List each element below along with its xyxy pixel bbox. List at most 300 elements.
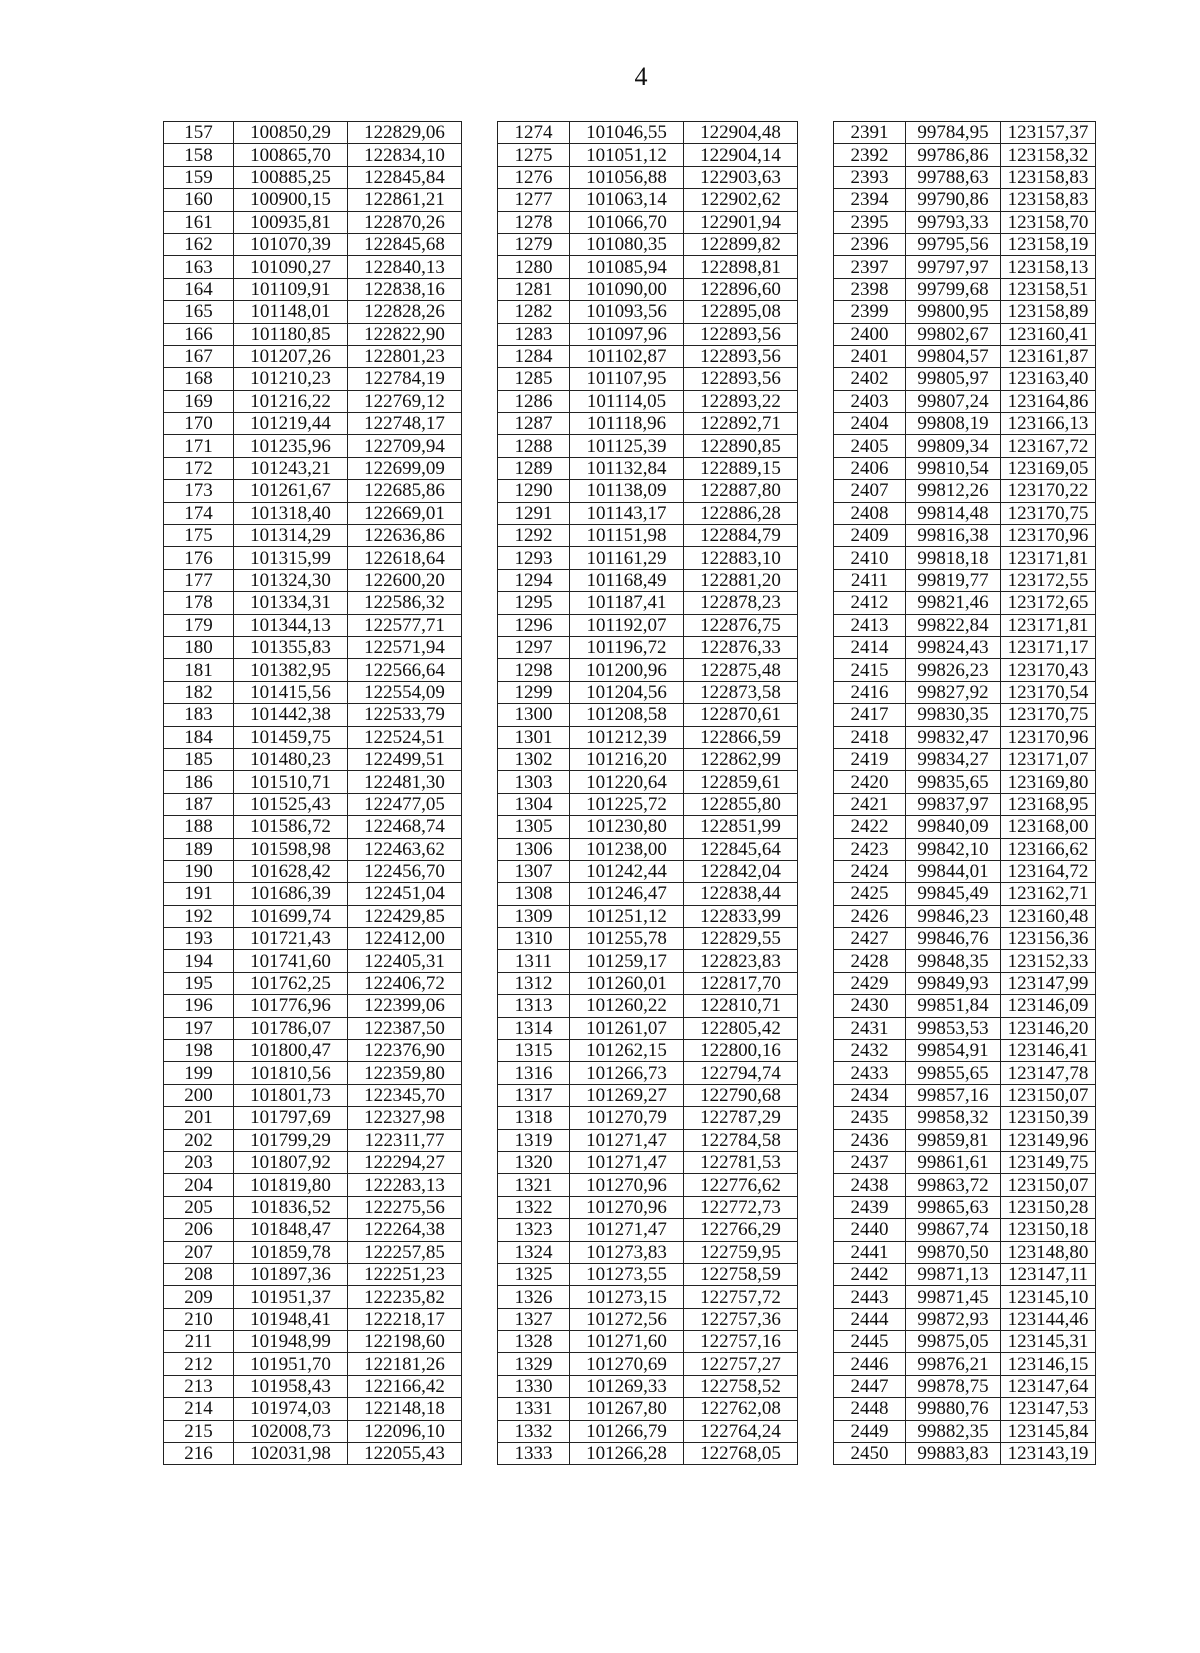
x-coordinate-cell: 101800,47: [234, 1040, 348, 1062]
x-coordinate-cell: 101334,31: [234, 592, 348, 614]
y-coordinate-cell: 122429,85: [348, 905, 462, 927]
table-row: [164, 928, 1096, 950]
x-coordinate-cell: 101801,73: [234, 1084, 348, 1106]
point-number-cell: 1310: [498, 928, 570, 950]
x-coordinate-cell: 100935,81: [234, 211, 348, 233]
x-coordinate-cell: 101051,12: [570, 144, 684, 166]
table-row: [164, 659, 1096, 681]
point-number-cell: 190: [164, 860, 234, 882]
y-coordinate-cell: 122822,90: [348, 323, 462, 345]
point-number-cell: 157: [164, 122, 234, 144]
column-gap: [798, 233, 834, 255]
x-coordinate-cell: 99799,68: [906, 278, 1001, 300]
x-coordinate-cell: 99834,27: [906, 748, 1001, 770]
point-number-cell: 2435: [834, 1107, 906, 1129]
x-coordinate-cell: 101132,84: [570, 457, 684, 479]
y-coordinate-cell: 123171,81: [1001, 614, 1096, 636]
table-row: [164, 189, 1096, 211]
x-coordinate-cell: 99867,74: [906, 1219, 1001, 1241]
point-number-cell: 1322: [498, 1196, 570, 1218]
column-gap: [462, 1263, 498, 1285]
column-gap: [798, 838, 834, 860]
point-number-cell: 2421: [834, 793, 906, 815]
x-coordinate-cell: 101270,79: [570, 1107, 684, 1129]
point-number-cell: 160: [164, 189, 234, 211]
point-number-cell: 1299: [498, 681, 570, 703]
y-coordinate-cell: 122876,33: [684, 636, 798, 658]
column-gap: [798, 1443, 834, 1465]
point-number-cell: 1298: [498, 659, 570, 681]
point-number-cell: 2411: [834, 569, 906, 591]
x-coordinate-cell: 101261,67: [234, 480, 348, 502]
column-gap: [798, 1398, 834, 1420]
x-coordinate-cell: 101848,47: [234, 1219, 348, 1241]
y-coordinate-cell: 123160,48: [1001, 905, 1096, 927]
column-gap: [798, 256, 834, 278]
y-coordinate-cell: 123161,87: [1001, 345, 1096, 367]
column-gap: [462, 1420, 498, 1442]
y-coordinate-cell: 122218,17: [348, 1308, 462, 1330]
y-coordinate-cell: 123166,13: [1001, 413, 1096, 435]
point-number-cell: 2422: [834, 816, 906, 838]
table-row: [164, 838, 1096, 860]
y-coordinate-cell: 122784,19: [348, 368, 462, 390]
x-coordinate-cell: 99808,19: [906, 413, 1001, 435]
y-coordinate-cell: 122838,16: [348, 278, 462, 300]
column-gap: [462, 748, 498, 770]
point-number-cell: 162: [164, 233, 234, 255]
x-coordinate-cell: 101230,80: [570, 816, 684, 838]
x-coordinate-cell: 101951,37: [234, 1286, 348, 1308]
column-gap: [462, 502, 498, 524]
y-coordinate-cell: 123170,75: [1001, 704, 1096, 726]
column-gap: [462, 301, 498, 323]
column-gap: [462, 1219, 498, 1241]
x-coordinate-cell: 99802,67: [906, 323, 1001, 345]
point-number-cell: 168: [164, 368, 234, 390]
column-gap: [798, 592, 834, 614]
x-coordinate-cell: 101085,94: [570, 256, 684, 278]
x-coordinate-cell: 101786,07: [234, 1017, 348, 1039]
point-number-cell: 183: [164, 704, 234, 726]
point-number-cell: 164: [164, 278, 234, 300]
x-coordinate-cell: 101271,47: [570, 1151, 684, 1173]
x-coordinate-cell: 101196,72: [570, 636, 684, 658]
column-gap: [462, 950, 498, 972]
y-coordinate-cell: 122764,24: [684, 1420, 798, 1442]
x-coordinate-cell: 101762,25: [234, 972, 348, 994]
x-coordinate-cell: 99821,46: [906, 592, 1001, 614]
y-coordinate-cell: 123171,81: [1001, 547, 1096, 569]
x-coordinate-cell: 101246,47: [570, 883, 684, 905]
column-gap: [462, 211, 498, 233]
column-gap: [462, 928, 498, 950]
point-number-cell: 176: [164, 547, 234, 569]
x-coordinate-cell: 101270,96: [570, 1196, 684, 1218]
y-coordinate-cell: 123171,17: [1001, 636, 1096, 658]
point-number-cell: 2402: [834, 368, 906, 390]
point-number-cell: 198: [164, 1040, 234, 1062]
y-coordinate-cell: 122805,42: [684, 1017, 798, 1039]
x-coordinate-cell: 99832,47: [906, 726, 1001, 748]
y-coordinate-cell: 122406,72: [348, 972, 462, 994]
column-gap: [798, 1017, 834, 1039]
x-coordinate-cell: 101168,49: [570, 569, 684, 591]
y-coordinate-cell: 122810,71: [684, 995, 798, 1017]
point-number-cell: 1276: [498, 166, 570, 188]
y-coordinate-cell: 122566,64: [348, 659, 462, 681]
column-gap: [798, 435, 834, 457]
y-coordinate-cell: 122748,17: [348, 413, 462, 435]
x-coordinate-cell: 99849,93: [906, 972, 1001, 994]
x-coordinate-cell: 101459,75: [234, 726, 348, 748]
y-coordinate-cell: 122829,55: [684, 928, 798, 950]
x-coordinate-cell: 99784,95: [906, 122, 1001, 144]
column-gap: [462, 1286, 498, 1308]
x-coordinate-cell: 99826,23: [906, 659, 1001, 681]
column-gap: [462, 726, 498, 748]
x-coordinate-cell: 99863,72: [906, 1174, 1001, 1196]
y-coordinate-cell: 122875,48: [684, 659, 798, 681]
y-coordinate-cell: 122845,84: [348, 166, 462, 188]
y-coordinate-cell: 122235,82: [348, 1286, 462, 1308]
point-number-cell: 167: [164, 345, 234, 367]
y-coordinate-cell: 123147,64: [1001, 1375, 1096, 1397]
x-coordinate-cell: 102008,73: [234, 1420, 348, 1442]
point-number-cell: 165: [164, 301, 234, 323]
x-coordinate-cell: 101318,40: [234, 502, 348, 524]
column-gap: [462, 413, 498, 435]
column-gap: [798, 457, 834, 479]
point-number-cell: 184: [164, 726, 234, 748]
y-coordinate-cell: 122800,16: [684, 1040, 798, 1062]
x-coordinate-cell: 101382,95: [234, 659, 348, 681]
table-row: [164, 211, 1096, 233]
point-number-cell: 179: [164, 614, 234, 636]
column-gap: [462, 816, 498, 838]
point-number-cell: 173: [164, 480, 234, 502]
y-coordinate-cell: 122892,71: [684, 413, 798, 435]
x-coordinate-cell: 99857,16: [906, 1084, 1001, 1106]
table-row: [164, 771, 1096, 793]
x-coordinate-cell: 99824,43: [906, 636, 1001, 658]
y-coordinate-cell: 123157,37: [1001, 122, 1096, 144]
point-number-cell: 205: [164, 1196, 234, 1218]
point-number-cell: 2448: [834, 1398, 906, 1420]
table-row: [164, 1443, 1096, 1465]
x-coordinate-cell: 99842,10: [906, 838, 1001, 860]
x-coordinate-cell: 101192,07: [570, 614, 684, 636]
point-number-cell: 194: [164, 950, 234, 972]
y-coordinate-cell: 122833,99: [684, 905, 798, 927]
point-number-cell: 1330: [498, 1375, 570, 1397]
table-row: [164, 972, 1096, 994]
table-row: [164, 1151, 1096, 1173]
x-coordinate-cell: 99883,83: [906, 1443, 1001, 1465]
y-coordinate-cell: 122685,86: [348, 480, 462, 502]
x-coordinate-cell: 101269,33: [570, 1375, 684, 1397]
x-coordinate-cell: 99818,18: [906, 547, 1001, 569]
column-gap: [798, 1151, 834, 1173]
x-coordinate-cell: 101200,96: [570, 659, 684, 681]
x-coordinate-cell: 99819,77: [906, 569, 1001, 591]
x-coordinate-cell: 101242,44: [570, 860, 684, 882]
y-coordinate-cell: 122359,80: [348, 1062, 462, 1084]
x-coordinate-cell: 101090,00: [570, 278, 684, 300]
point-number-cell: 177: [164, 569, 234, 591]
column-gap: [462, 1040, 498, 1062]
point-number-cell: 2393: [834, 166, 906, 188]
y-coordinate-cell: 123164,86: [1001, 390, 1096, 412]
y-coordinate-cell: 123150,18: [1001, 1219, 1096, 1241]
point-number-cell: 212: [164, 1353, 234, 1375]
point-number-cell: 163: [164, 256, 234, 278]
table-row: [164, 480, 1096, 502]
x-coordinate-cell: 99875,05: [906, 1331, 1001, 1353]
x-coordinate-cell: 99865,63: [906, 1196, 1001, 1218]
point-number-cell: 2424: [834, 860, 906, 882]
point-number-cell: 2404: [834, 413, 906, 435]
point-number-cell: 1300: [498, 704, 570, 726]
x-coordinate-cell: 99854,91: [906, 1040, 1001, 1062]
column-gap: [798, 1040, 834, 1062]
y-coordinate-cell: 122524,51: [348, 726, 462, 748]
y-coordinate-cell: 122878,23: [684, 592, 798, 614]
y-coordinate-cell: 122757,27: [684, 1353, 798, 1375]
column-gap: [798, 1174, 834, 1196]
y-coordinate-cell: 122817,70: [684, 972, 798, 994]
y-coordinate-cell: 122893,56: [684, 345, 798, 367]
x-coordinate-cell: 101243,21: [234, 457, 348, 479]
point-number-cell: 1280: [498, 256, 570, 278]
y-coordinate-cell: 122766,29: [684, 1219, 798, 1241]
y-coordinate-cell: 122451,04: [348, 883, 462, 905]
y-coordinate-cell: 123147,53: [1001, 1398, 1096, 1420]
x-coordinate-cell: 101260,01: [570, 972, 684, 994]
table-row: [164, 1040, 1096, 1062]
y-coordinate-cell: 122781,53: [684, 1151, 798, 1173]
x-coordinate-cell: 101266,79: [570, 1420, 684, 1442]
y-coordinate-cell: 122851,99: [684, 816, 798, 838]
column-gap: [462, 233, 498, 255]
y-coordinate-cell: 122904,14: [684, 144, 798, 166]
point-number-cell: 1303: [498, 771, 570, 793]
y-coordinate-cell: 122801,23: [348, 345, 462, 367]
column-gap: [798, 211, 834, 233]
point-number-cell: 1328: [498, 1331, 570, 1353]
y-coordinate-cell: 123145,31: [1001, 1331, 1096, 1353]
y-coordinate-cell: 122294,27: [348, 1151, 462, 1173]
point-number-cell: 1285: [498, 368, 570, 390]
x-coordinate-cell: 101255,78: [570, 928, 684, 950]
point-number-cell: 172: [164, 457, 234, 479]
y-coordinate-cell: 122840,13: [348, 256, 462, 278]
point-number-cell: 182: [164, 681, 234, 703]
x-coordinate-cell: 101259,17: [570, 950, 684, 972]
y-coordinate-cell: 123145,84: [1001, 1420, 1096, 1442]
y-coordinate-cell: 122618,64: [348, 547, 462, 569]
table-row: [164, 614, 1096, 636]
point-number-cell: 1302: [498, 748, 570, 770]
x-coordinate-cell: 101270,69: [570, 1353, 684, 1375]
x-coordinate-cell: 99790,86: [906, 189, 1001, 211]
point-number-cell: 1314: [498, 1017, 570, 1039]
point-number-cell: 2419: [834, 748, 906, 770]
column-gap: [798, 1196, 834, 1218]
table-row: [164, 1420, 1096, 1442]
y-coordinate-cell: 123160,41: [1001, 323, 1096, 345]
y-coordinate-cell: 122776,62: [684, 1174, 798, 1196]
table-row: [164, 1174, 1096, 1196]
y-coordinate-cell: 123163,40: [1001, 368, 1096, 390]
column-gap: [462, 390, 498, 412]
point-number-cell: 2394: [834, 189, 906, 211]
y-coordinate-cell: 122845,68: [348, 233, 462, 255]
point-number-cell: 185: [164, 748, 234, 770]
y-coordinate-cell: 122870,26: [348, 211, 462, 233]
point-number-cell: 2408: [834, 502, 906, 524]
column-gap: [462, 1196, 498, 1218]
y-coordinate-cell: 122886,28: [684, 502, 798, 524]
table-row: [164, 636, 1096, 658]
y-coordinate-cell: 122823,83: [684, 950, 798, 972]
column-gap: [798, 681, 834, 703]
x-coordinate-cell: 100850,29: [234, 122, 348, 144]
x-coordinate-cell: 101210,23: [234, 368, 348, 390]
column-gap: [798, 166, 834, 188]
column-gap: [798, 390, 834, 412]
x-coordinate-cell: 101138,09: [570, 480, 684, 502]
table-row: [164, 681, 1096, 703]
column-gap: [798, 502, 834, 524]
table-row: [164, 345, 1096, 367]
point-number-cell: 174: [164, 502, 234, 524]
point-number-cell: 1315: [498, 1040, 570, 1062]
y-coordinate-cell: 123146,20: [1001, 1017, 1096, 1039]
y-coordinate-cell: 122757,72: [684, 1286, 798, 1308]
y-coordinate-cell: 123149,96: [1001, 1129, 1096, 1151]
x-coordinate-cell: 99870,50: [906, 1241, 1001, 1263]
table-row: [164, 1107, 1096, 1129]
point-number-cell: 189: [164, 838, 234, 860]
y-coordinate-cell: 123168,95: [1001, 793, 1096, 815]
column-gap: [798, 1286, 834, 1308]
y-coordinate-cell: 123146,41: [1001, 1040, 1096, 1062]
column-gap: [462, 1375, 498, 1397]
y-coordinate-cell: 123158,51: [1001, 278, 1096, 300]
y-coordinate-cell: 123158,89: [1001, 301, 1096, 323]
x-coordinate-cell: 101721,43: [234, 928, 348, 950]
point-number-cell: 1312: [498, 972, 570, 994]
x-coordinate-cell: 101273,15: [570, 1286, 684, 1308]
table-row: [164, 1241, 1096, 1263]
x-coordinate-cell: 99851,84: [906, 995, 1001, 1017]
table-row: [164, 1062, 1096, 1084]
point-number-cell: 2442: [834, 1263, 906, 1285]
table-row: [164, 1286, 1096, 1308]
point-number-cell: 193: [164, 928, 234, 950]
x-coordinate-cell: 101510,71: [234, 771, 348, 793]
x-coordinate-cell: 101066,70: [570, 211, 684, 233]
x-coordinate-cell: 101355,83: [234, 636, 348, 658]
x-coordinate-cell: 101859,78: [234, 1241, 348, 1263]
x-coordinate-cell: 101093,56: [570, 301, 684, 323]
table-row: [164, 569, 1096, 591]
y-coordinate-cell: 122264,38: [348, 1219, 462, 1241]
y-coordinate-cell: 122412,00: [348, 928, 462, 950]
y-coordinate-cell: 122148,18: [348, 1398, 462, 1420]
point-number-cell: 1297: [498, 636, 570, 658]
point-number-cell: 206: [164, 1219, 234, 1241]
x-coordinate-cell: 99827,92: [906, 681, 1001, 703]
point-number-cell: 215: [164, 1420, 234, 1442]
point-number-cell: 2399: [834, 301, 906, 323]
column-gap: [798, 301, 834, 323]
point-number-cell: 1326: [498, 1286, 570, 1308]
column-gap: [798, 883, 834, 905]
table-row: [164, 860, 1096, 882]
table-row: [164, 1331, 1096, 1353]
point-number-cell: 1292: [498, 525, 570, 547]
y-coordinate-cell: 123152,33: [1001, 950, 1096, 972]
y-coordinate-cell: 122327,98: [348, 1107, 462, 1129]
column-gap: [798, 413, 834, 435]
point-number-cell: 2438: [834, 1174, 906, 1196]
column-gap: [462, 1107, 498, 1129]
y-coordinate-cell: 123170,43: [1001, 659, 1096, 681]
point-number-cell: 188: [164, 816, 234, 838]
y-coordinate-cell: 123170,54: [1001, 681, 1096, 703]
column-gap: [798, 1084, 834, 1106]
y-coordinate-cell: 123156,36: [1001, 928, 1096, 950]
x-coordinate-cell: 99871,45: [906, 1286, 1001, 1308]
y-coordinate-cell: 122055,43: [348, 1443, 462, 1465]
point-number-cell: 1324: [498, 1241, 570, 1263]
table-row: [164, 883, 1096, 905]
table-row: [164, 1196, 1096, 1218]
y-coordinate-cell: 122896,60: [684, 278, 798, 300]
x-coordinate-cell: 99859,81: [906, 1129, 1001, 1151]
table-row: [164, 1084, 1096, 1106]
x-coordinate-cell: 99878,75: [906, 1375, 1001, 1397]
y-coordinate-cell: 123164,72: [1001, 860, 1096, 882]
point-number-cell: 2443: [834, 1286, 906, 1308]
point-number-cell: 1305: [498, 816, 570, 838]
y-coordinate-cell: 123150,28: [1001, 1196, 1096, 1218]
point-number-cell: 1301: [498, 726, 570, 748]
y-coordinate-cell: 123168,00: [1001, 816, 1096, 838]
table-row: [164, 816, 1096, 838]
x-coordinate-cell: 101272,56: [570, 1308, 684, 1330]
column-gap: [462, 457, 498, 479]
y-coordinate-cell: 122902,62: [684, 189, 798, 211]
y-coordinate-cell: 123167,72: [1001, 435, 1096, 457]
column-gap: [462, 144, 498, 166]
column-gap: [462, 1017, 498, 1039]
y-coordinate-cell: 122399,06: [348, 995, 462, 1017]
x-coordinate-cell: 101741,60: [234, 950, 348, 972]
column-gap: [462, 883, 498, 905]
x-coordinate-cell: 101525,43: [234, 793, 348, 815]
column-gap: [462, 905, 498, 927]
point-number-cell: 1311: [498, 950, 570, 972]
y-coordinate-cell: 122636,86: [348, 525, 462, 547]
x-coordinate-cell: 101261,07: [570, 1017, 684, 1039]
point-number-cell: 2432: [834, 1040, 906, 1062]
y-coordinate-cell: 123170,96: [1001, 726, 1096, 748]
point-number-cell: 1291: [498, 502, 570, 524]
x-coordinate-cell: 99853,53: [906, 1017, 1001, 1039]
